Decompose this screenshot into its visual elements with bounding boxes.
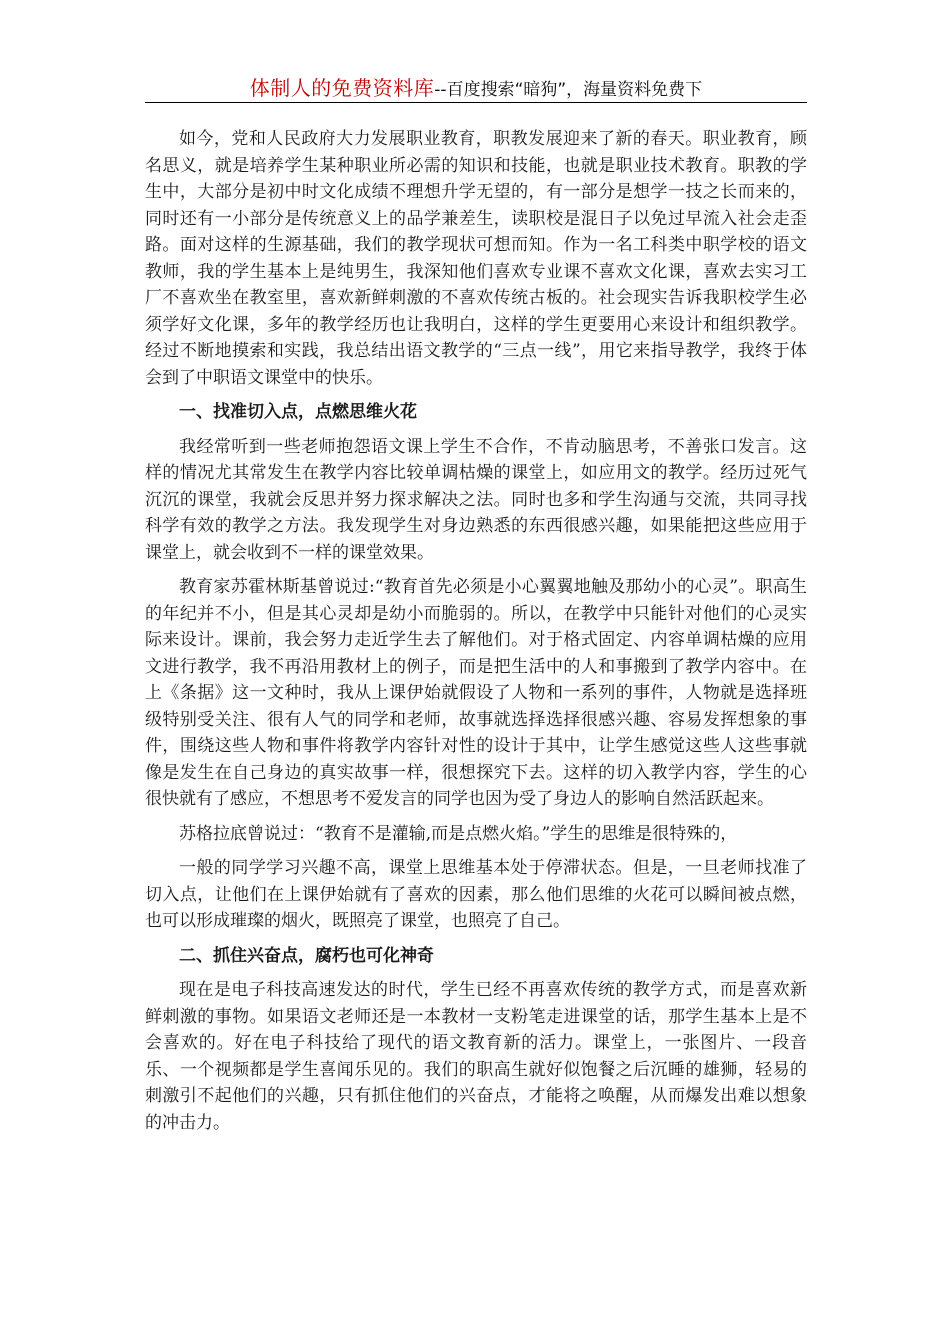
header-brand: 体制人的免费资料库: [249, 76, 435, 100]
page-header: [145, 72, 807, 103]
header-tagline: --百度搜索“暗狗”，海量资料免费下: [434, 80, 703, 100]
body-paragraph: 苏格拉底曾说过：“教育不是灌输,而是点燃火焰。”学生的思维是很特殊的，: [179, 823, 738, 844]
body-paragraph: 现在是电子科技高速发达的时代，学生已经不再喜欢传统的教学方式，而是喜欢新鲜刺激的事物。如果语文老师还是一本教材一支粉笔走进课堂的话，那学生基本上是不会喜欢的。好在电子科技给了现代的语文教育新的活力。课堂上，一张图片、一段音乐、一个视频都是学生喜闻乐见的。我们的职高生就好似饱餐之后沉睡的雄狮，轻易的刺激引不起他们的兴趣，只有抓住他们的兴奋点，才能将之唤醒，从而爆发出难以想象的冲击力。: [145, 980, 807, 1133]
section-heading-1: 一、找准切入点，点燃思维火花: [179, 402, 417, 422]
body-paragraph: 教育家苏霍林斯基曾说过:“教育首先必须是小心翼翼地触及那幼小的心灵”。职高生的年纪并不小，但是其心灵却是幼小而脆弱的。所以，在教学中只能针对他们的心灵实际来设计。课前，我会努力走近学生去了解他们。对于格式固定、内容单调枯燥的应用文进行教学，我不再沿用教材上的例子，而是把生活中的人和事搬到了教学内容中。在上《条据》这一文种时，我从上课伊始就假设了人物和一系列的事件，人物就是选择班级特别受关注、很有人气的同学和老师，故事就选择选择很感兴趣、容易发挥想象的事件，围绕这些人物和事件将教学内容针对性的设计于其中，让学生感觉这些人这些事就像是发生在自己身边的真实故事一样，很想探究下去。这样的切入教学内容，学生的心很快就有了感应，不想思考不爱发言的同学也因为受了身边人的影响自然活跃起来。: [145, 577, 807, 809]
body-paragraph: 我经常听到一些老师抱怨语文课上学生不合作，不肯动脑思考，不善张口发言。这样的情况尤其常发生在教学内容比较单调枯燥的课堂上，如应用文的教学。经历过死气沉沉的课堂，我就会反思并努力探求解决之法。同时也多和学生沟通与交流，共同寻找科学有效的教学之方法。我发现学生对身边熟悉的东西很感兴趣，如果能把这些应用于课堂上，就会收到不一样的课堂效果。: [145, 436, 807, 563]
intro-paragraph: 如今，党和人民政府大力发展职业教育，职教发展迎来了新的春天。职业教育，顾名思义，就是培养学生某种职业所必需的知识和技能，也就是职业技术教育。职教的学生中，大部分是初中时文化成绩不理想升学无望的，有一部分是想学一技之长而来的，同时还有一小部分是传统意义上的品学兼差生，读职校是混日子以免过早流入社会走歪路。面对这样的生源基础，我们的教学现状可想而知。作为一名工科类中职学校的语文教师，我的学生基本上是纯男生，我深知他们喜欢专业课不喜欢文化课，喜欢去实习工厂不喜欢坐在教室里，喜欢新鲜刺激的不喜欢传统古板的。社会现实告诉我职校学生必须学好文化课，多年的教学经历也让我明白，这样的学生更要用心来设计和组织教学。经过不断地摸索和实践，我总结出语文教学的“三点一线”，用它来指导教学，我终于体会到了中职语文课堂中的快乐。: [145, 129, 807, 388]
document-body: [145, 126, 807, 1144]
body-paragraph: 一般的同学学习兴趣不高，课堂上思维基本处于停滞状态。但是，一旦老师找准了切入点，让他们在上课伊始就有了喜欢的因素，那么他们思维的火花可以瞬间被点燃，也可以形成璀璨的烟火，既照亮了课堂，也照亮了自己。: [145, 858, 807, 931]
section-heading-2: 二、抓住兴奋点，腐朽也可化神奇: [179, 945, 434, 966]
